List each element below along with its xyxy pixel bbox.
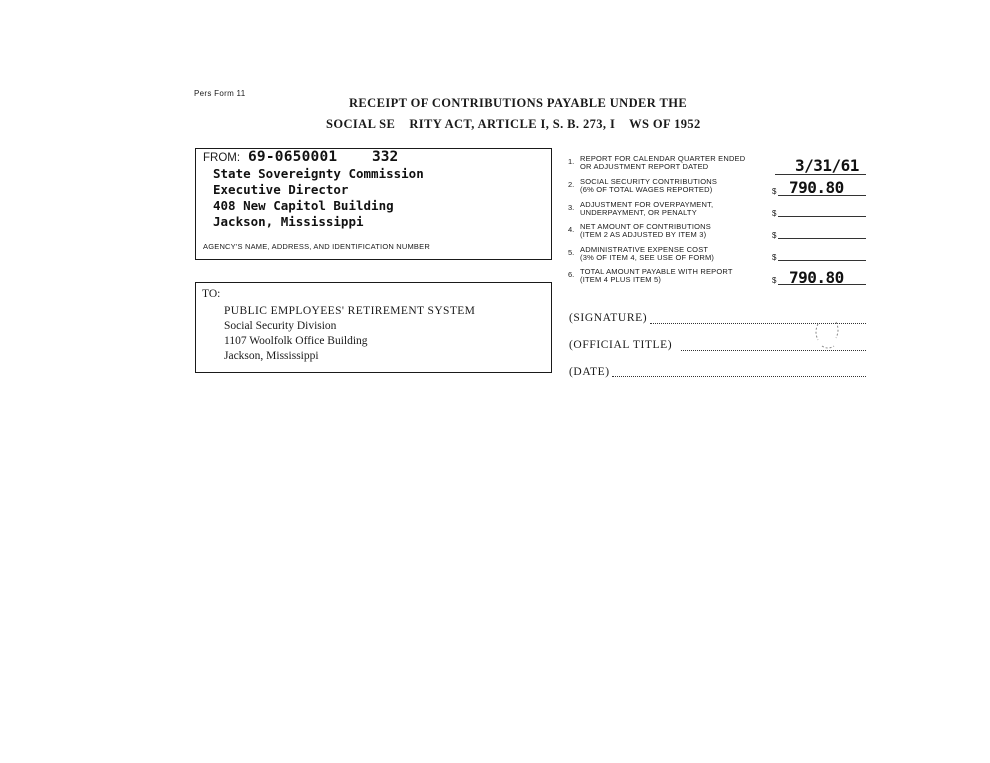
- item-6-line2: (ITEM 4 PLUS ITEM 5): [580, 275, 662, 284]
- item-6-rule: [778, 284, 866, 285]
- item-6-value: 790.80: [789, 268, 844, 287]
- faint-stamp-mark: [812, 318, 842, 352]
- agency-caption: AGENCY'S NAME, ADDRESS, AND IDENTIFICATION NUMBER: [203, 242, 430, 251]
- recipient-name: PUBLIC EMPLOYEES' RETIREMENT SYSTEM: [224, 305, 476, 317]
- date-line[interactable]: [612, 376, 866, 377]
- item-2-rule: [778, 195, 866, 196]
- to-label: TO:: [202, 288, 221, 300]
- item-3-dollar-sign: $: [772, 209, 777, 218]
- form-title-line-1: RECEIPT OF CONTRIBUTIONS PAYABLE UNDER THE: [349, 96, 688, 110]
- item-6-label: [580, 268, 733, 284]
- item-2-number: 2.: [568, 180, 575, 189]
- item-4-line2: (ITEM 2 AS ADJUSTED BY ITEM 3): [580, 230, 707, 239]
- item-6-line1: TOTAL AMOUNT PAYABLE WITH REPORT: [580, 267, 733, 276]
- agency-address-line: 408 New Capitol Building: [213, 198, 394, 213]
- item-1-label: [580, 155, 745, 171]
- agency-city-line: Jackson, Mississippi: [213, 214, 364, 229]
- item-4-label: [580, 223, 711, 239]
- item-6-number: 6.: [568, 270, 575, 279]
- item-1-line1: REPORT FOR CALENDAR QUARTER ENDED: [580, 154, 746, 163]
- item-5-dollar-sign: $: [772, 253, 777, 262]
- item-3-line1: ADJUSTMENT FOR OVERPAYMENT,: [580, 200, 714, 209]
- form-number: Pers Form 11: [194, 89, 246, 98]
- agency-name-line: State Sovereignty Commission: [213, 166, 424, 181]
- item-3-label: [580, 201, 713, 217]
- signature-label: (SIGNATURE): [569, 312, 648, 324]
- official-title-label: (OFFICIAL TITLE): [569, 339, 673, 351]
- item-4-dollar-sign: $: [772, 231, 777, 240]
- item-3-rule: [778, 216, 866, 217]
- item-5-number: 5.: [568, 248, 575, 257]
- identification-number: 69-0650001: [248, 149, 338, 165]
- item-1-rule: [775, 174, 866, 175]
- item-6-dollar-sign: $: [772, 276, 777, 285]
- item-3-line2: UNDERPAYMENT, OR PENALTY: [580, 208, 697, 217]
- from-box: [195, 148, 552, 260]
- date-label: (DATE): [569, 366, 610, 378]
- recipient-city: Jackson, Mississippi: [224, 350, 319, 362]
- form-title-line-2: SOCIAL SE RITY ACT, ARTICLE I, S. B. 273, I WS OF 1952: [326, 117, 701, 131]
- item-5-label: [580, 246, 714, 262]
- agency-title-line: Executive Director: [213, 182, 349, 197]
- item-3-number: 3.: [568, 203, 575, 212]
- item-1-number: 1.: [568, 157, 575, 166]
- item-2-dollar-sign: $: [772, 187, 777, 196]
- item-4-number: 4.: [568, 225, 575, 234]
- item-1-line2: OR ADJUSTMENT REPORT DATED: [580, 162, 709, 171]
- item-5-line1: ADMINISTRATIVE EXPENSE COST: [580, 245, 709, 254]
- item-4-rule: [778, 238, 866, 239]
- item-2-line1: SOCIAL SECURITY CONTRIBUTIONS: [580, 177, 718, 186]
- from-label: FROM:: [203, 152, 241, 164]
- item-2-label: [580, 178, 717, 194]
- item-4-line1: NET AMOUNT OF CONTRIBUTIONS: [580, 222, 711, 231]
- item-2-value: 790.80: [789, 178, 844, 197]
- recipient-division: Social Security Division: [224, 320, 337, 332]
- agency-number: 332: [372, 149, 399, 165]
- item-5-rule: [778, 260, 866, 261]
- recipient-building: 1107 Woolfolk Office Building: [224, 335, 368, 347]
- item-1-value: 3/31/61: [795, 156, 859, 175]
- to-box: [195, 282, 552, 373]
- item-5-line2: (3% OF ITEM 4, SEE USE OF FORM): [580, 253, 715, 262]
- item-2-line2: (6% OF TOTAL WAGES REPORTED): [580, 185, 713, 194]
